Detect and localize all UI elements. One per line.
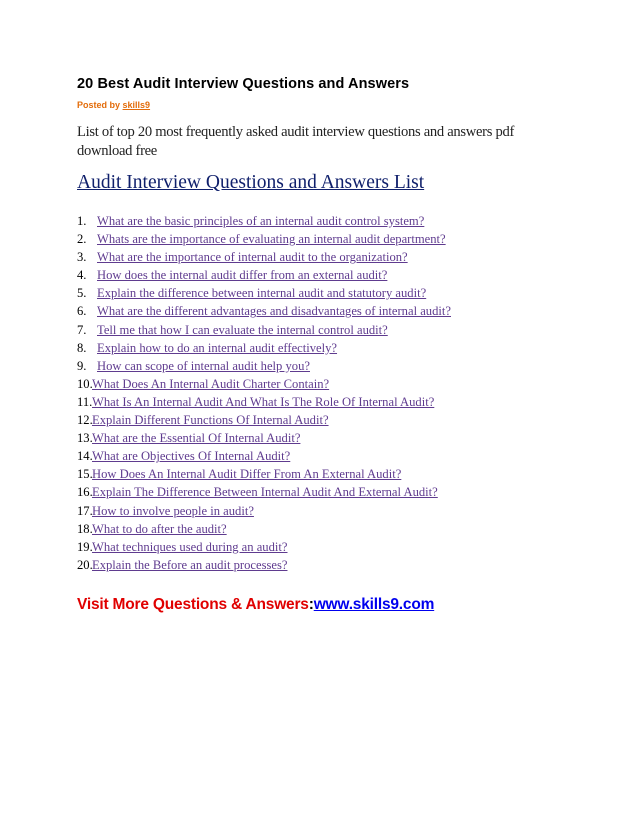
list-item — [77, 483, 451, 501]
visit-label: Visit More Questions & Answers — [77, 596, 309, 613]
intro-paragraph: List of top 20 most frequently asked audit interview questions and answers pdf download free — [77, 124, 515, 159]
question-number: 18. — [77, 521, 93, 536]
list-item — [77, 429, 451, 447]
list-item — [77, 447, 451, 465]
visit-line — [77, 596, 434, 614]
list-item — [77, 284, 451, 302]
question-link[interactable]: What Is An Internal Audit And What Is The Role Of Internal Audit? — [92, 394, 435, 409]
question-link[interactable]: How does the internal audit differ from an external audit? — [97, 268, 388, 283]
list-item — [77, 411, 451, 429]
question-link[interactable]: Whats are the importance of evaluating an internal audit department? — [97, 232, 446, 247]
list-item — [77, 375, 451, 393]
question-number: 20. — [77, 557, 93, 572]
question-link[interactable]: Explain the difference between internal audit and statutory audit? — [97, 286, 427, 301]
list-item — [77, 212, 451, 230]
question-list — [77, 212, 451, 574]
question-link[interactable]: What are the basic principles of an internal audit control system? — [97, 214, 425, 228]
question-link[interactable]: What are the different advantages and disadvantages of internal audit? — [97, 304, 451, 319]
question-link[interactable]: Tell me that how I can evaluate the internal control audit? — [97, 322, 388, 337]
list-item — [77, 248, 451, 266]
visit-colon: : — [308, 596, 314, 613]
question-number: 12. — [77, 413, 93, 428]
question-number: 4. — [77, 268, 87, 283]
question-number: 14. — [77, 449, 93, 464]
question-link[interactable]: Explain the Before an audit processes? — [92, 557, 288, 572]
list-item — [77, 393, 451, 411]
list-item — [77, 266, 451, 284]
list-item — [77, 230, 451, 248]
question-number: 15. — [77, 467, 93, 482]
page-title: 20 Best Audit Interview Questions and Answers — [77, 76, 410, 92]
list-item — [77, 302, 451, 320]
question-number: 2. — [77, 232, 87, 247]
list-item — [77, 321, 451, 339]
question-link[interactable]: How can scope of internal audit help you? — [97, 358, 310, 373]
list-item — [77, 502, 451, 520]
question-link[interactable]: How Does An Internal Audit Differ From An External Audit? — [92, 467, 402, 482]
question-link[interactable]: Explain The Difference Between Internal Audit And External Audit? — [92, 485, 438, 500]
list-item — [77, 538, 451, 556]
question-link[interactable]: What are Objectives Of Internal Audit? — [92, 449, 291, 464]
question-link[interactable]: What to do after the audit? — [92, 521, 227, 536]
question-number: 11. — [77, 394, 93, 409]
question-link[interactable]: Explain Different Functions Of Internal Audit? — [92, 413, 329, 428]
question-number: 13. — [77, 431, 93, 446]
list-item — [77, 465, 451, 483]
question-link[interactable]: What are the Essential Of Internal Audit? — [92, 431, 301, 446]
question-number: 5. — [77, 286, 87, 301]
list-item — [77, 357, 451, 375]
list-item — [77, 339, 451, 357]
section-heading: Audit Interview Questions and Answers List — [77, 172, 425, 193]
posted-by-line — [77, 100, 150, 110]
question-number: 10. — [77, 376, 93, 391]
question-link[interactable]: What techniques used during an audit? — [92, 539, 288, 554]
question-number: 6. — [77, 304, 87, 319]
question-number: 16. — [77, 485, 93, 500]
visit-url-link[interactable]: www.skills9.com — [313, 596, 435, 613]
question-link[interactable]: Explain how to do an internal audit effectively? — [97, 340, 338, 355]
question-number: 17. — [77, 503, 93, 518]
question-link[interactable]: What are the importance of internal audit to the organization? — [97, 250, 408, 265]
list-item — [77, 520, 451, 538]
question-link[interactable]: What Does An Internal Audit Charter Contain? — [92, 376, 330, 391]
question-number: 3. — [77, 250, 87, 265]
posted-by-label: Posted by — [77, 100, 121, 110]
question-link[interactable]: How to involve people in audit? — [92, 503, 254, 518]
author-link[interactable]: skills9 — [122, 100, 151, 110]
question-number: 1. — [77, 214, 87, 228]
question-number: 9. — [77, 358, 87, 373]
question-number: 19. — [77, 539, 93, 554]
list-item — [77, 556, 451, 574]
question-number: 7. — [77, 322, 87, 337]
question-number: 8. — [77, 340, 87, 355]
